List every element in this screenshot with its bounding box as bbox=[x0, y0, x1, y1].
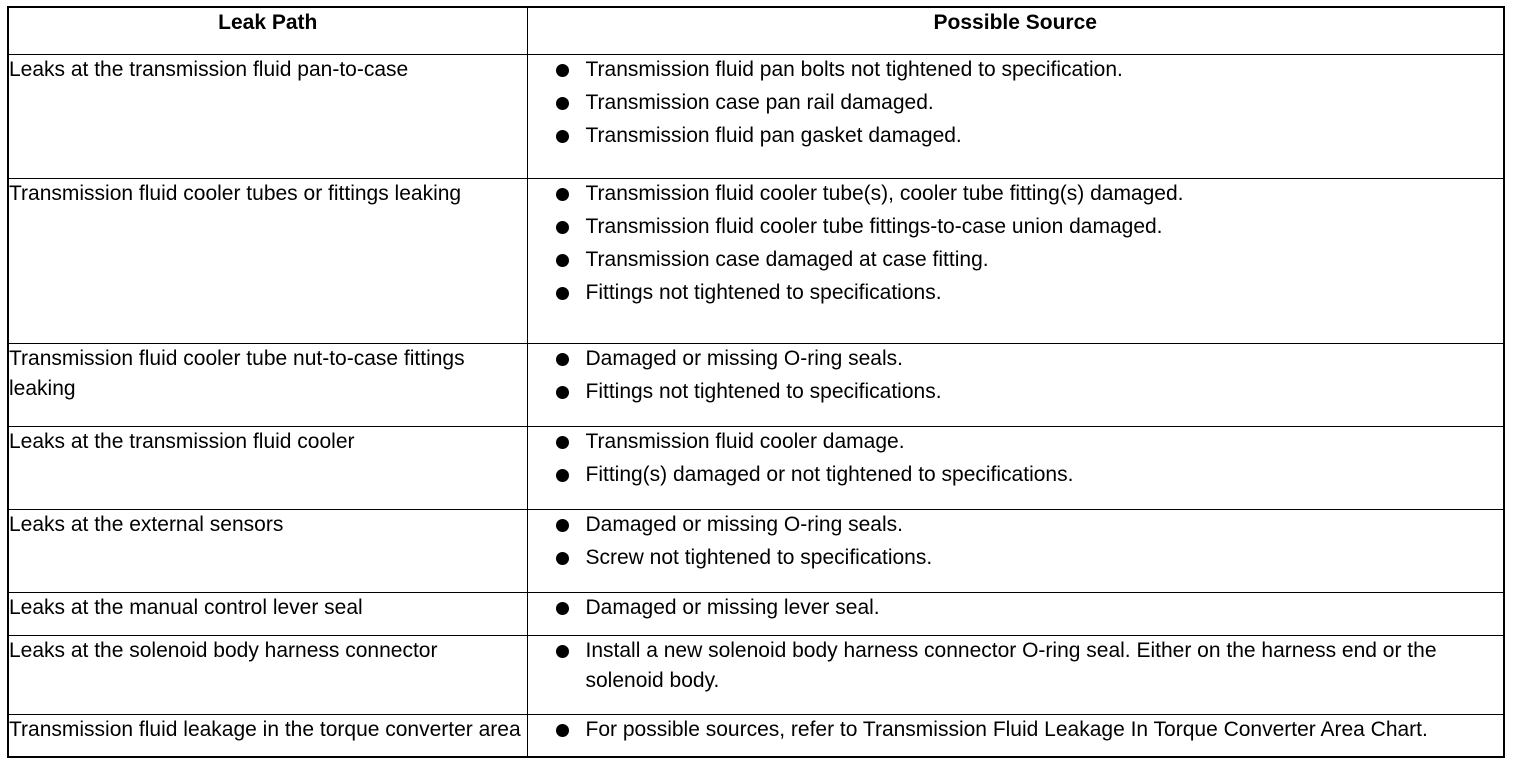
possible-source-cell bbox=[527, 427, 1503, 510]
source-list-item: Screw not tightened to specifications. bbox=[528, 543, 1504, 573]
table-body bbox=[9, 55, 1503, 757]
source-list-item: Install a new solenoid body harness connector O-ring seal. Either on the harness end or the solenoid body. bbox=[528, 636, 1504, 696]
leak-path-cell: Leaks at the transmission fluid cooler bbox=[9, 427, 527, 510]
leak-path-cell: Leaks at the manual control lever seal bbox=[9, 593, 527, 635]
possible-source-cell bbox=[527, 714, 1503, 756]
possible-source-cell bbox=[527, 55, 1503, 179]
table-row bbox=[9, 635, 1503, 714]
leak-path-cell: Transmission fluid leakage in the torque converter area bbox=[9, 714, 527, 756]
source-list-item: Transmission fluid pan bolts not tightened to specification. bbox=[528, 55, 1504, 85]
possible-source-cell bbox=[527, 593, 1503, 635]
source-list-item: Fittings not tightened to specifications. bbox=[528, 377, 1504, 407]
source-list-item: For possible sources, refer to Transmission Fluid Leakage In Torque Converter Area Chart. bbox=[528, 715, 1504, 745]
table-row bbox=[9, 55, 1503, 179]
source-list-item: Damaged or missing lever seal. bbox=[528, 593, 1504, 623]
leak-path-cell: Transmission fluid cooler tube nut-to-case fittings leaking bbox=[9, 344, 527, 427]
source-list bbox=[528, 510, 1504, 573]
leak-diagnosis-table bbox=[9, 8, 1503, 756]
possible-source-cell bbox=[527, 179, 1503, 344]
leak-path-cell: Leaks at the transmission fluid pan-to-case bbox=[9, 55, 527, 179]
source-list-item: Damaged or missing O-ring seals. bbox=[528, 510, 1504, 540]
source-list bbox=[528, 636, 1504, 696]
source-list bbox=[528, 593, 1504, 623]
source-list-item: Transmission fluid pan gasket damaged. bbox=[528, 121, 1504, 151]
source-list-item: Fittings not tightened to specifications. bbox=[528, 278, 1504, 308]
source-list bbox=[528, 55, 1504, 151]
source-list bbox=[528, 344, 1504, 407]
source-list-item: Fitting(s) damaged or not tightened to specifications. bbox=[528, 460, 1504, 490]
source-list-item: Transmission fluid cooler tube fittings-to-case union damaged. bbox=[528, 212, 1504, 242]
table-row bbox=[9, 344, 1503, 427]
source-list bbox=[528, 715, 1504, 745]
source-list bbox=[528, 179, 1504, 308]
header-leak-path: Leak Path bbox=[9, 8, 527, 55]
table-row bbox=[9, 593, 1503, 635]
source-list-item: Transmission fluid cooler damage. bbox=[528, 427, 1504, 457]
header-possible-source: Possible Source bbox=[527, 8, 1503, 55]
table-row bbox=[9, 427, 1503, 510]
possible-source-cell bbox=[527, 635, 1503, 714]
source-list bbox=[528, 427, 1504, 490]
leak-path-cell: Leaks at the solenoid body harness connector bbox=[9, 635, 527, 714]
leak-path-cell: Transmission fluid cooler tubes or fittings leaking bbox=[9, 179, 527, 344]
table-row bbox=[9, 714, 1503, 756]
leak-diagnosis-table-frame bbox=[7, 6, 1505, 758]
source-list-item: Transmission case damaged at case fitting. bbox=[528, 245, 1504, 275]
source-list-item: Transmission fluid cooler tube(s), cooler tube fitting(s) damaged. bbox=[528, 179, 1504, 209]
possible-source-cell bbox=[527, 510, 1503, 593]
source-list-item: Transmission case pan rail damaged. bbox=[528, 88, 1504, 118]
table-row bbox=[9, 510, 1503, 593]
source-list-item: Damaged or missing O-ring seals. bbox=[528, 344, 1504, 374]
table-row bbox=[9, 179, 1503, 344]
possible-source-cell bbox=[527, 344, 1503, 427]
leak-path-cell: Leaks at the external sensors bbox=[9, 510, 527, 593]
header-row bbox=[9, 8, 1503, 55]
